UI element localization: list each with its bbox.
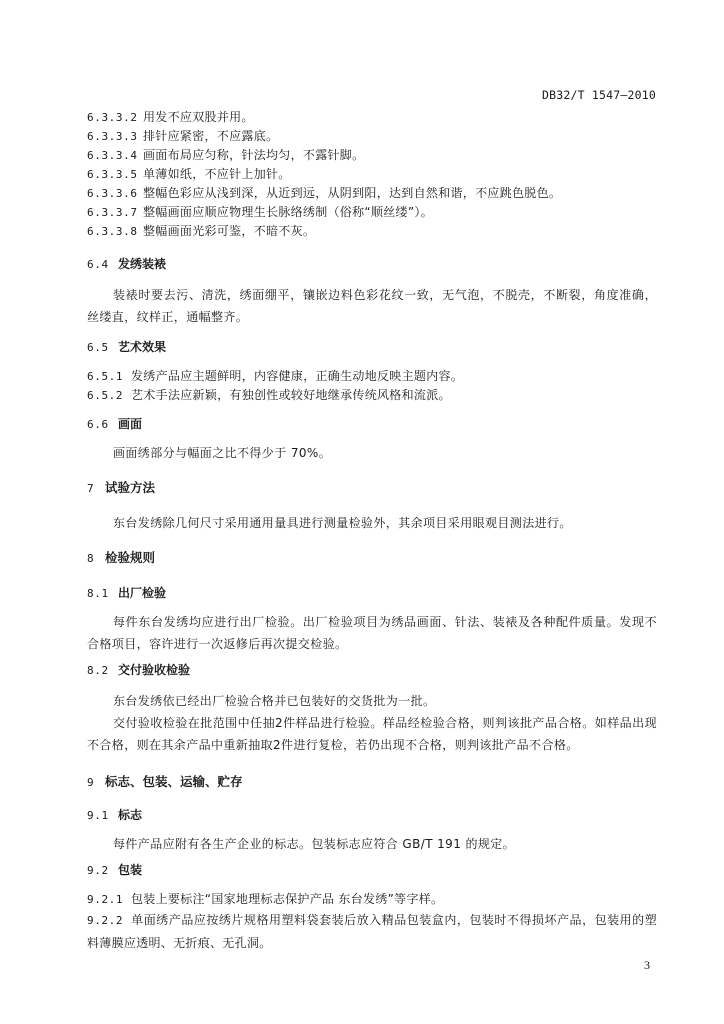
clause-number: 6.3.3.2 [87,111,138,124]
heading-title: 交付验收检验 [118,663,191,677]
heading-7 [87,478,657,498]
heading-8 [87,548,657,568]
heading-number: 8 [87,552,95,565]
paragraph-6-6: 画面绣部分与幅面之比不得少于 70%。 [113,446,332,460]
clause-number: 9.2.2 [87,914,124,927]
heading-6-6 [87,415,657,434]
heading-number: 6.5 [87,341,109,354]
clause-number: 6.3.3.6 [87,187,138,200]
clause-6-3-3-8 [87,222,657,241]
clause-number: 6.3.3.4 [87,149,138,162]
clause-number: 6.3.3.3 [87,130,138,143]
clause-text: 整幅画面应顺应物理生长脉络绣制（俗称“顺丝缕”）。 [143,205,433,219]
heading-number: 9 [87,776,95,789]
clause-6-3-3-2 [87,108,657,127]
clause-text: 发绣产品应主题鲜明，内容健康，正确生动地反映主题内容。 [131,369,464,383]
heading-number: 6.6 [87,418,109,431]
paragraph-7: 东台发绣除几何尺寸采用通用量具进行测量检验外，其余项目采用眼观目测法进行。 [113,516,572,530]
paragraph-9-1: 每件产品应附有各生产企业的标志。包装标志应符合 GB/T 191 的规定。 [113,837,516,851]
heading-title: 标志 [118,808,143,822]
clause-6-3-3-5 [87,165,657,184]
clause-6-3-3-4 [87,146,657,165]
clause-number: 6.3.3.8 [87,225,138,238]
clause-text: 艺术手法应新颖，有独创性或较好地继承传统风格和流派。 [131,388,451,402]
paragraph-8-2-b: 交付验收检验在批范围中任抽2件样品进行检验。样品经检验合格，则判该批产品合格。如样品出现不合格，则在其余产品中重新抽取2件进行复检，若仍出现不合格，则判该批产品不合格。 [87,716,657,752]
heading-6-5 [87,338,657,357]
heading-number: 8.2 [87,664,109,677]
heading-8-2 [87,661,657,680]
clause-text: 排针应紧密，不应露底。 [143,129,279,143]
heading-title: 试验方法 [105,480,156,495]
heading-number: 9.1 [87,809,109,822]
paragraph-6-4: 装裱时要去污、清洗，绣面绷平，镶嵌边料色彩花纹一致，无气泡，不脱壳，不断裂，角度准确，丝缕直，纹样正，通幅整齐。 [87,288,657,324]
clause-text: 用发不应双股并用。 [143,110,254,124]
paragraph-8-2-a: 东台发绣依已经出厂检验合格并已包装好的交货批为一批。 [113,694,436,708]
clause-number: 6.3.3.7 [87,206,138,219]
heading-title: 检验规则 [105,550,156,565]
clause-number: 6.5.2 [87,389,124,402]
clause-text: 包装上要标注“国家地理标志保护产品 东台发绣”等字样。 [131,892,444,906]
clause-list-6-3-3 [87,108,657,241]
clause-6-5-2 [87,386,657,405]
clause-number: 6.3.3.5 [87,168,138,181]
heading-title: 出厂检验 [118,586,167,600]
clause-6-3-3-7 [87,203,657,222]
clause-text: 单面绣产品应按绣片规格用塑料袋套装后放入精品包装盒内，包装时不得损坏产品，包装用的塑料薄膜应透明、无折痕、无孔洞。 [87,913,657,950]
heading-number: 8.1 [87,587,109,600]
heading-6-4 [87,255,657,274]
paragraph-8-1: 每件东台发绣均应进行出厂检验。出厂检验项目为绣品画面、针法、装裱及各种配件质量。发现不合格项目，容许进行一次返修后再次提交检验。 [87,615,657,651]
heading-title: 艺术效果 [118,340,167,354]
clause-6-3-3-6 [87,184,657,203]
heading-number: 7 [87,482,95,495]
heading-title: 发绣装裱 [118,257,167,271]
heading-9-2 [87,861,657,880]
clause-number: 6.5.1 [87,370,124,383]
heading-8-1 [87,584,657,603]
heading-9-1 [87,806,657,825]
clause-6-3-3-3 [87,127,657,146]
clause-text: 整幅画面光彩可鉴，不暗不灰。 [143,224,316,238]
heading-number: 9.2 [87,864,109,877]
clause-text: 单薄如纸，不应针上加针。 [143,167,291,181]
page-number: 3 [644,958,650,972]
clause-9-2-1 [87,890,657,909]
document-body [87,108,657,954]
clause-9-2-2 [87,909,657,954]
heading-title: 标志、包装、运输、贮存 [105,774,243,789]
heading-title: 包装 [118,863,143,877]
clause-number: 9.2.1 [87,893,124,906]
standard-code: DB32/T 1547—2010 [542,88,656,102]
clause-6-5-1 [87,367,657,386]
heading-title: 画面 [118,417,143,431]
clause-text: 整幅色彩应从浅到深，从近到远，从阴到阳，达到自然和谐，不应跳色脱色。 [143,186,562,200]
heading-9 [87,772,657,792]
clause-text: 画面布局应匀称，针法均匀，不露针脚。 [143,148,365,162]
heading-number: 6.4 [87,258,109,271]
